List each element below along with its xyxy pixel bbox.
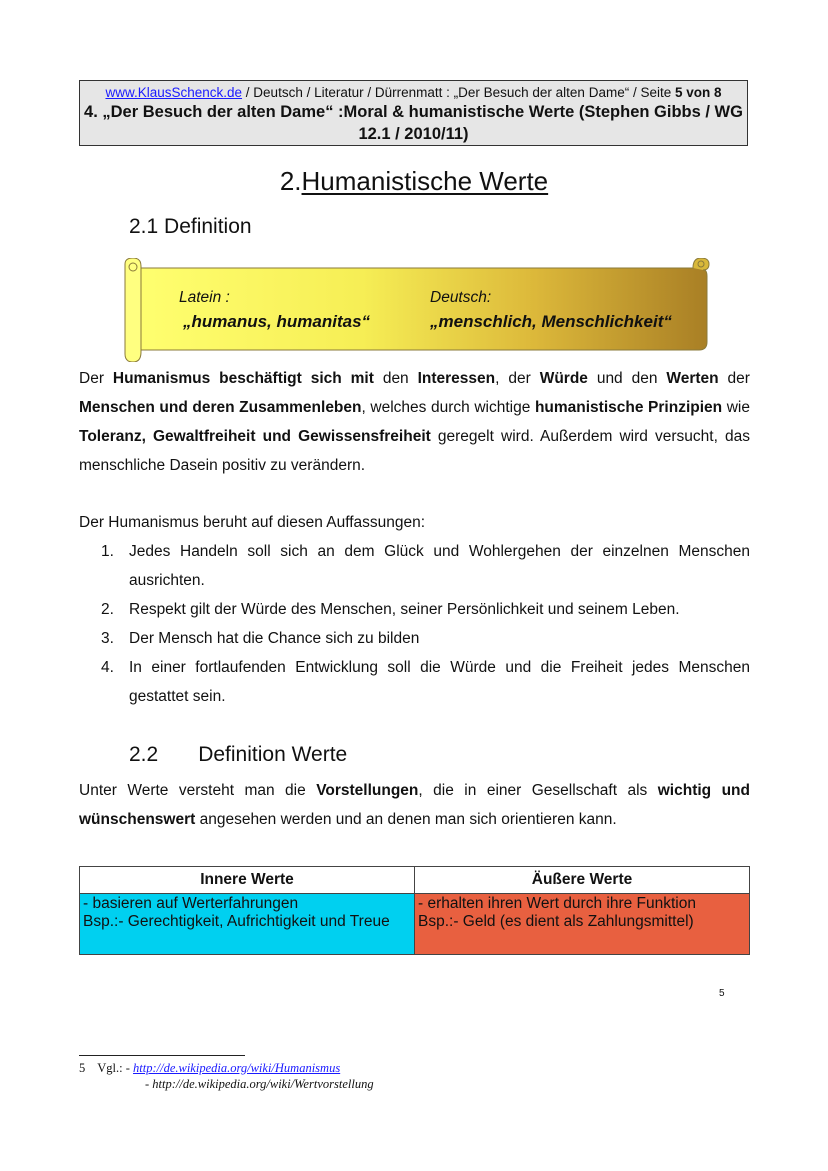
german-value: „menschlich, Menschlichkeit“	[430, 312, 672, 331]
list-item: 4. In einer fortlaufenden Entwicklung soll die Würde und die Freiheit jedes Menschen gestattet sein.	[101, 659, 750, 705]
cell-aeussere-werte: - erhalten ihren Wert durch ihre Funktion Bsp.:- Geld (es dient als Zahlungsmittel)	[415, 894, 750, 955]
principles-intro: Der Humanismus beruht auf diesen Auffassungen:	[79, 514, 426, 531]
humanism-paragraph: Der Humanismus beschäftigt sich mit den Interessen, der Würde und den Werten der Menschen und deren Zusammenleben, welches durch wichtige humanistische Prinzipien wie Toleranz, Gewaltfreiheit und Gewissensfreiheit geregelt wird. Außerdem wird versucht, das menschliche Dasein positiv zu verändern.	[79, 370, 750, 474]
header-page-total: 8	[714, 85, 722, 100]
header-path: / Deutsch / Literatur / Dürrenmatt : „Der Besuch der alten Dame“ / Seite	[242, 85, 675, 100]
principles-list	[79, 537, 750, 711]
footnote-divider	[79, 1055, 245, 1056]
header-title-line1: 4. „Der Besuch der alten Dame“ :Moral & humanistische Werte (Stephen Gibbs / WG	[84, 103, 743, 121]
scroll-banner-graphic	[121, 258, 711, 362]
latin-value: „humanus, humanitas“	[183, 312, 371, 331]
footnote-line2: - http://de.wikipedia.org/wiki/Wertvorstellung	[145, 1077, 374, 1091]
header-innere-werte: Innere Werte	[80, 867, 415, 894]
header-page-sep: von	[682, 85, 715, 100]
werte-paragraph: Unter Werte versteht man die Vorstellungen, die in einer Gesellschaft als wichtig und wünschenswert angesehen werden und an denen man sich orientieren kann.	[79, 782, 750, 828]
header-path-line	[80, 84, 747, 101]
values-table	[79, 866, 750, 955]
section-heading-definition: 2.1 Definition	[129, 215, 252, 238]
cell-innere-werte: - basieren auf Werterfahrungen Bsp.:- Gerechtigkeit, Aufrichtigkeit und Treue	[80, 894, 415, 955]
footnote-line1: 5 Vgl.: - http://de.wikipedia.org/wiki/Humanismus	[79, 1061, 341, 1075]
heading-number: 2.	[279, 166, 302, 196]
main-heading	[0, 166, 828, 197]
definition-scroll	[121, 258, 711, 362]
list-item: 3. Der Mensch hat die Chance sich zu bilden	[101, 630, 420, 647]
page-number: 5	[719, 988, 725, 999]
footnote-link-humanismus[interactable]: http://de.wikipedia.org/wiki/Humanismus	[133, 1061, 341, 1075]
german-label: Deutsch:	[430, 289, 492, 306]
section-heading-werte	[129, 743, 347, 767]
page-header	[79, 80, 748, 146]
heading-title: Humanistische Werte	[301, 166, 549, 196]
site-link[interactable]: www.KlausSchenck.de	[105, 85, 243, 100]
header-page-current: 5	[674, 85, 683, 100]
latin-label: Latein :	[179, 289, 230, 306]
list-item: 1. Jedes Handeln soll sich an dem Glück und Wohlergehen der einzelnen Menschen ausrichten.	[101, 543, 750, 589]
header-aeussere-werte: Äußere Werte	[415, 867, 750, 894]
section-title: Definition Werte	[198, 743, 348, 766]
header-title-line2: 12.1 / 2010/11)	[358, 125, 469, 143]
list-item: 2. Respekt gilt der Würde des Menschen, seiner Persönlichkeit und seinem Leben.	[101, 601, 680, 618]
section-number: 2.2	[129, 743, 159, 766]
